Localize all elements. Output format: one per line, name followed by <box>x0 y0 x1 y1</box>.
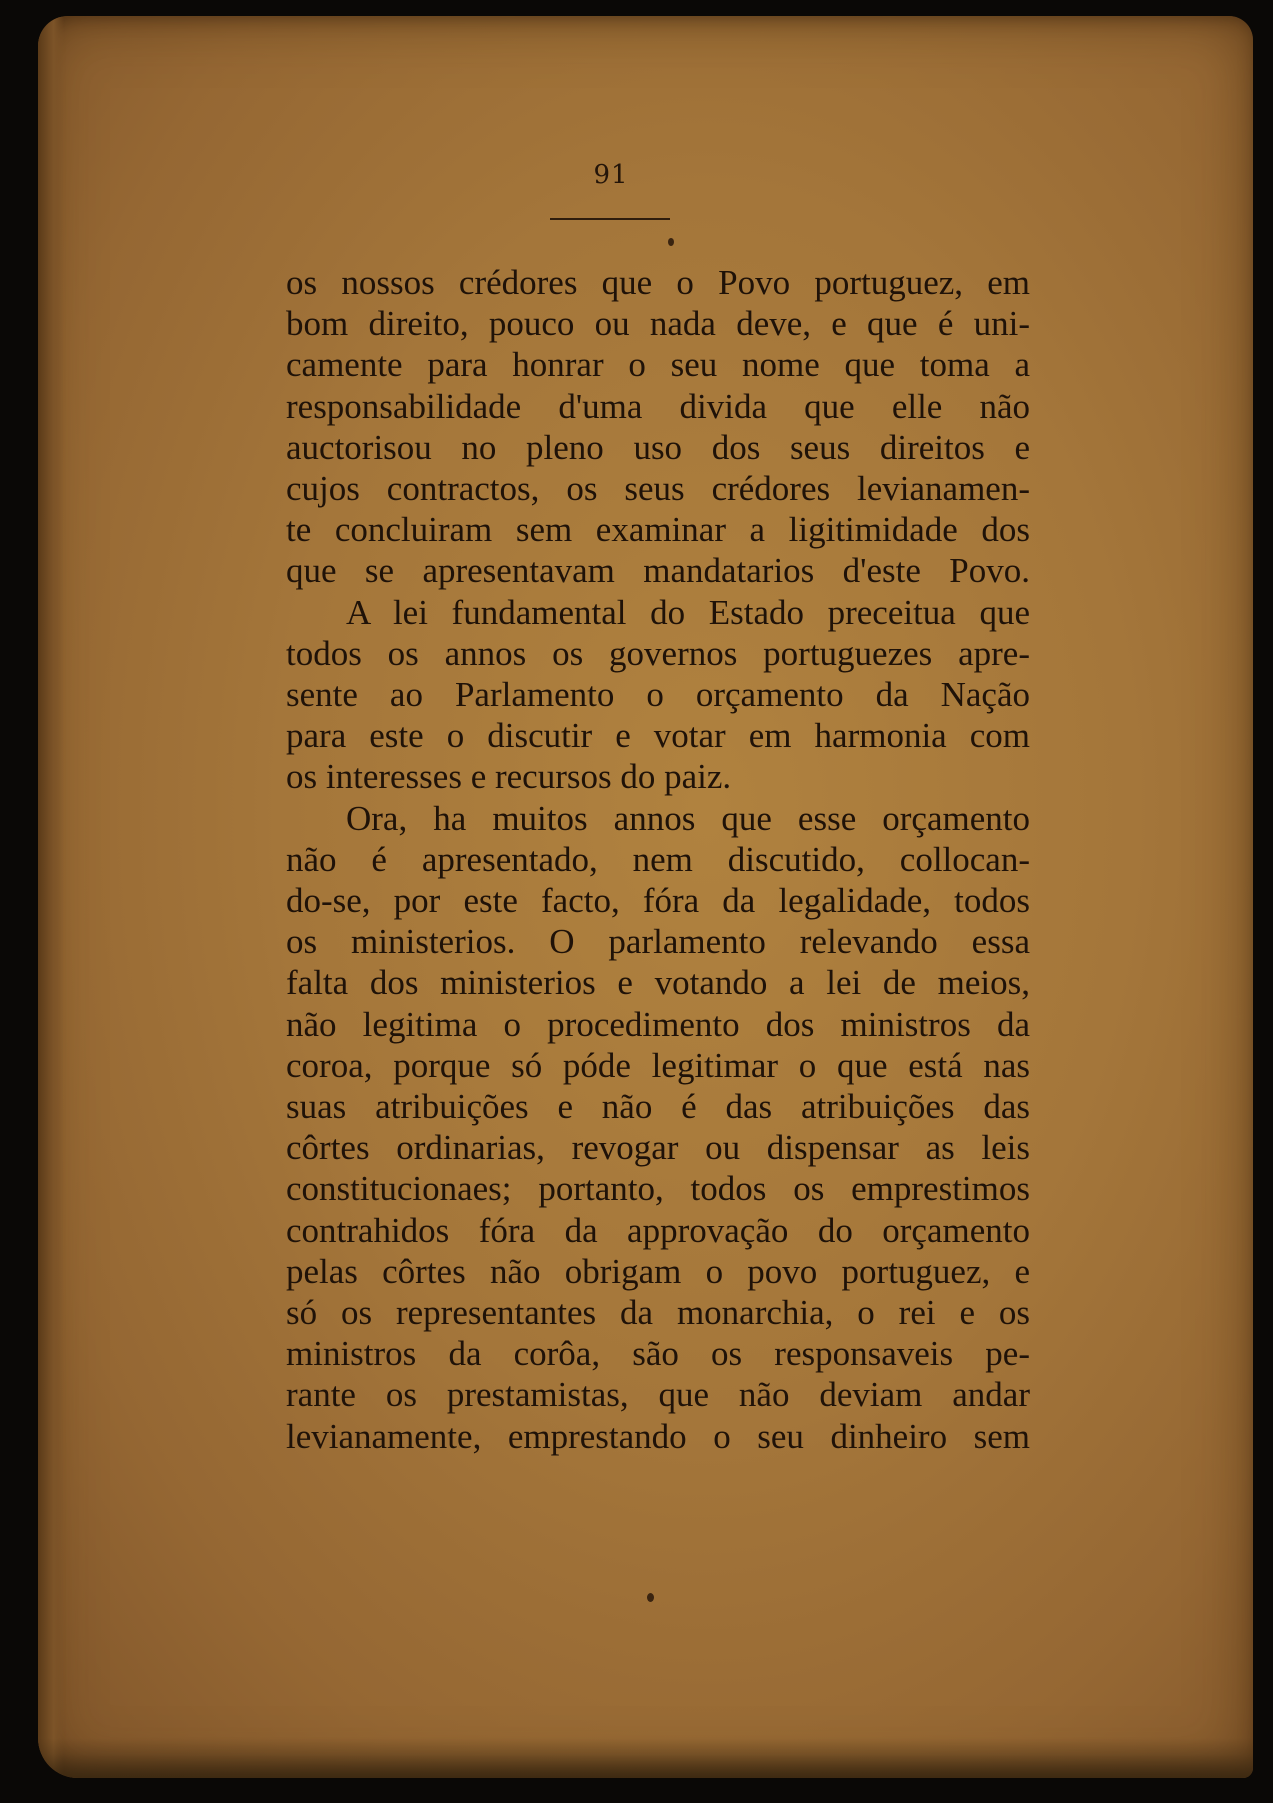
ink-speck <box>668 238 674 246</box>
text-line: os ministerios. O parlamento relevando essa <box>286 922 1030 962</box>
text-line: contrahidos fóra da approvação do orçamento <box>286 1210 1030 1250</box>
text-line: coroa, porque só póde legitimar o que está nas <box>286 1045 1030 1085</box>
paragraph <box>286 262 1030 592</box>
text-line: não legitima o procedimento dos ministros da <box>286 1004 1030 1044</box>
text-line: côrtes ordinarias, revogar ou dispensar as leis <box>286 1128 1030 1168</box>
text-line: todos os annos os governos portuguezes apre- <box>286 633 1030 673</box>
text-line: te concluiram sem examinar a ligitimidade dos <box>286 510 1030 550</box>
text-line: para este o discutir e votar em harmonia com <box>286 716 1030 756</box>
header-rule <box>550 218 670 220</box>
page-number: 91 <box>593 160 629 190</box>
text-line: falta dos ministerios e votando a lei de meios, <box>286 963 1030 1003</box>
text-line: sente ao Parlamento o orçamento da Nação <box>286 675 1030 715</box>
text-line: A lei fundamental do Estado preceitua que <box>346 592 1030 632</box>
text-line: camente para honrar o seu nome que toma a <box>286 345 1030 385</box>
text-line: bom direito, pouco ou nada deve, e que é uni- <box>286 304 1030 344</box>
page-binding-shadow <box>38 16 64 1778</box>
text-line: não é apresentado, nem discutido, collocan- <box>286 839 1030 879</box>
text-line: constitucionaes; portanto, todos os emprestimos <box>286 1169 1030 1209</box>
text-line: só os representantes da monarchia, o rei e os <box>286 1293 1030 1333</box>
text-line: os interesses e recursos do paiz. <box>286 757 732 797</box>
paragraph <box>286 798 1030 1457</box>
text-line: Ora, ha muitos annos que esse orçamento <box>346 798 1030 838</box>
body-text <box>286 262 1030 1457</box>
text-line: levianamente, emprestando o seu dinheiro sem <box>286 1416 1030 1456</box>
text-line: rante os prestamistas, que não deviam andar <box>286 1375 1030 1415</box>
text-line: auctorisou no pleno uso dos seus direitos e <box>286 427 1030 467</box>
text-line: pelas côrtes não obrigam o povo portuguez, e <box>286 1251 1030 1291</box>
text-line: suas atribuições e não é das atribuições das <box>286 1087 1030 1127</box>
ink-speck <box>647 1593 654 1602</box>
text-line: do-se, por este facto, fóra da legalidade, todos <box>286 881 1030 921</box>
text-line: ministros da corôa, são os responsaveis pe- <box>286 1334 1030 1374</box>
text-line: responsabilidade d'uma divida que elle não <box>286 386 1030 426</box>
text-line: que se apresentavam mandatarios d'este Povo. <box>286 551 1030 591</box>
page-bottom-shadow <box>38 1738 1253 1778</box>
paragraph <box>286 592 1030 798</box>
text-line: os nossos crédores que o Povo portuguez, em <box>286 263 1030 302</box>
text-line: cujos contractos, os seus crédores levianamen- <box>286 469 1030 509</box>
